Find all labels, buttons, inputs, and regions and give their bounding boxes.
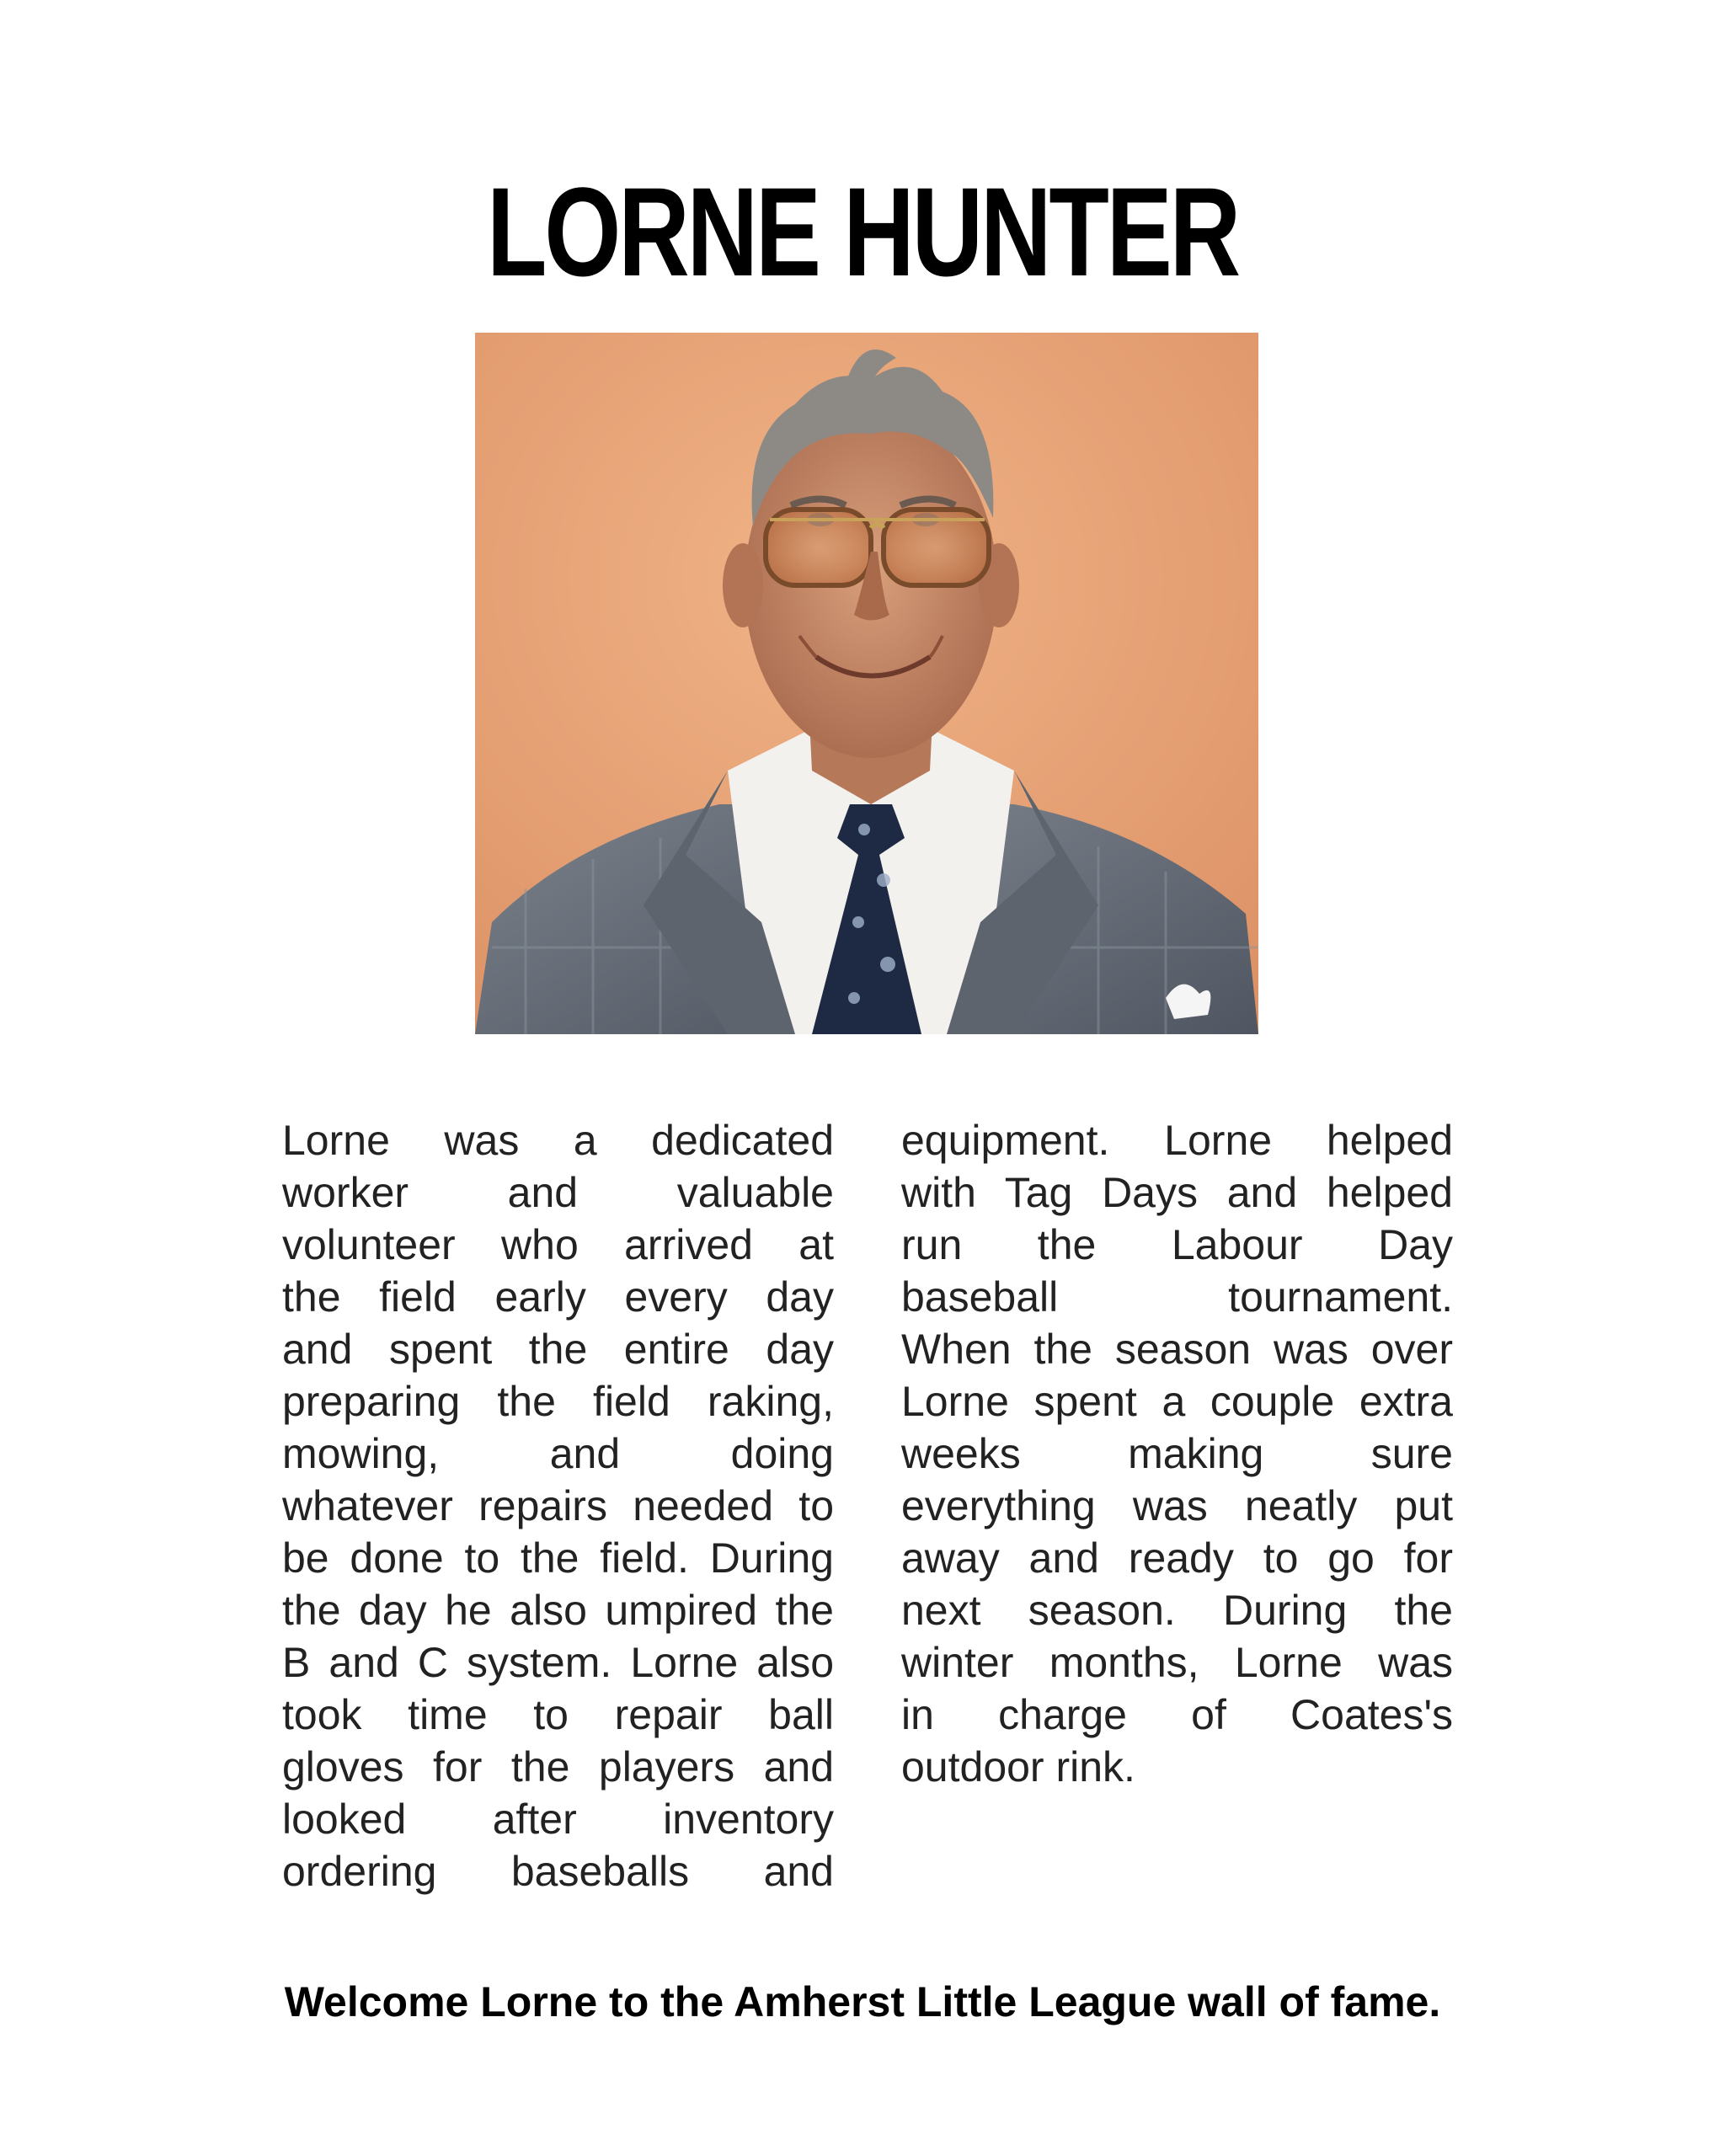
bio-line: worker and valuable — [282, 1169, 834, 1216]
portrait-photo — [475, 333, 1258, 1034]
bio-line: with Tag Days and helped — [901, 1169, 1453, 1216]
bio-line: be done to the field. During — [282, 1534, 834, 1582]
bio-line: preparing the field raking, — [282, 1378, 834, 1425]
bio-line: the day he also umpired the — [282, 1587, 834, 1634]
page-title: LORNE HUNTER — [486, 161, 1239, 302]
bio-line: took time to repair ball — [282, 1691, 834, 1738]
bio-line: B and C system. Lorne also — [282, 1639, 834, 1686]
bio-line: everything was neatly put — [901, 1482, 1453, 1529]
bio-line: winter months, Lorne was — [901, 1639, 1453, 1686]
bio-line: whatever repairs needed to — [282, 1482, 834, 1529]
bio-line: next season. During the — [901, 1587, 1453, 1634]
bio-line: run the Labour Day — [901, 1221, 1453, 1268]
bio-line: baseball tournament. — [901, 1273, 1453, 1321]
bio-line: the field early every day — [282, 1273, 834, 1321]
bio-line: and spent the entire day — [282, 1326, 834, 1373]
bio-line: Lorne was a dedicated — [282, 1117, 834, 1164]
bio-line: volunteer who arrived at — [282, 1221, 834, 1268]
bio-line: When the season was over — [901, 1326, 1453, 1373]
bio-line: looked after inventory — [282, 1796, 834, 1843]
bio-line: gloves for the players and — [282, 1743, 834, 1790]
bio-line: equipment. Lorne helped — [901, 1117, 1453, 1164]
closing-statement: Welcome Lorne to the Amherst Little League wall of fame. — [284, 1978, 1441, 2025]
bio-line: away and ready to go for — [901, 1534, 1453, 1582]
bio-line: weeks making sure — [901, 1430, 1453, 1477]
bio-line: ordering baseballs and — [282, 1848, 834, 1895]
bio-line: outdoor rink. — [901, 1743, 1135, 1790]
bio-line: in charge of Coates's — [901, 1691, 1453, 1738]
bio-line: Lorne spent a couple extra — [901, 1378, 1453, 1425]
bio-line: mowing, and doing — [282, 1430, 834, 1477]
bio-left-column — [282, 1114, 834, 1897]
bio-right-column — [901, 1114, 1453, 1793]
